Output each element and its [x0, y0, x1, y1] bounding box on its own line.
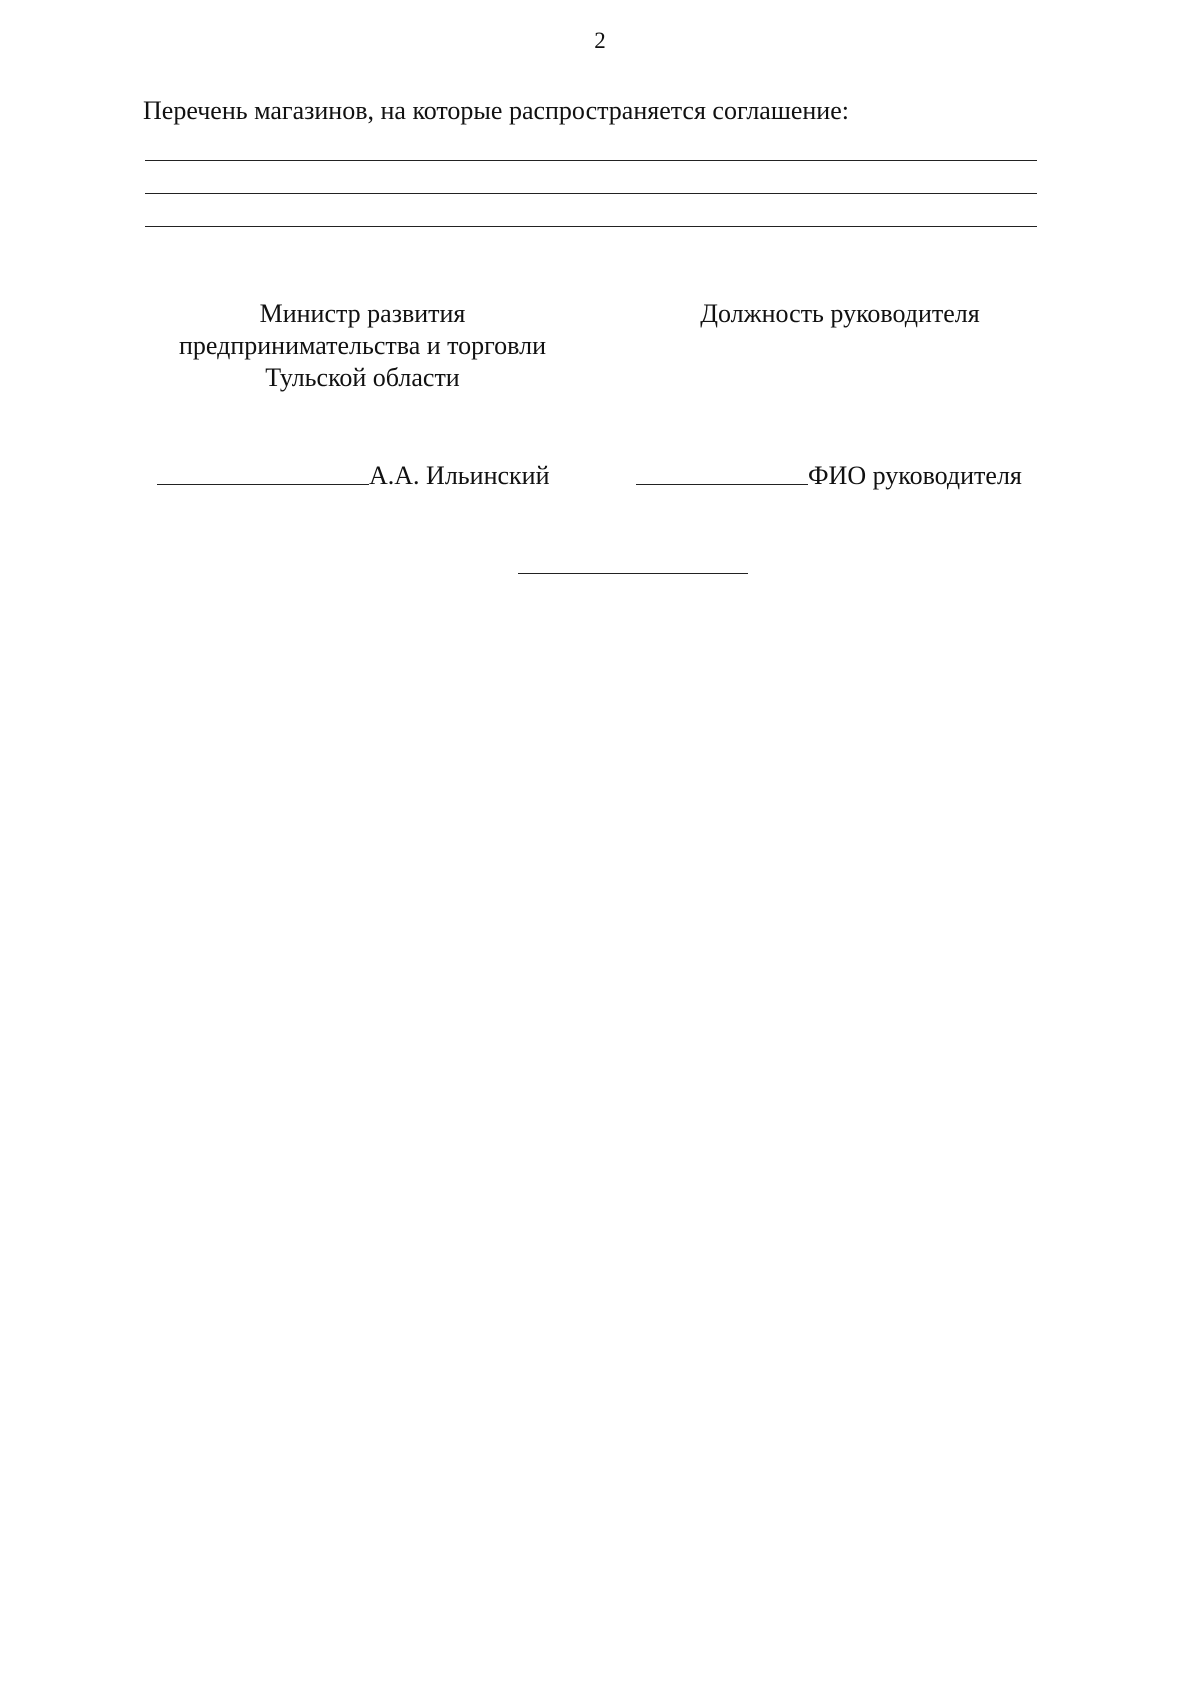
right-signatory-name: ФИО руководителя [808, 461, 1022, 490]
left-title-line-1: Министр развития [259, 299, 466, 328]
left-signatory-name: А.А. Ильинский [369, 461, 550, 490]
shops-list-heading: Перечень магазинов, на которые распространяется соглашение: [143, 96, 849, 125]
shops-blank-line-2 [145, 193, 1037, 194]
left-title-line-2: предпринимательства и торговли [178, 331, 547, 360]
right-title-line: Должность руководителя [700, 299, 980, 328]
right-signature-row [636, 461, 1022, 491]
right-signatory-title [680, 298, 1000, 330]
shops-blank-line-1 [145, 160, 1037, 161]
shops-blank-line-3 [145, 226, 1037, 227]
left-title-line-3: Тульской области [265, 363, 460, 392]
page-number: 2 [594, 28, 606, 53]
right-signature-blank [636, 484, 808, 485]
left-signatory-title [140, 298, 585, 394]
left-signature-blank [157, 484, 369, 485]
left-signature-row [157, 461, 550, 491]
end-of-document-rule [518, 573, 748, 574]
